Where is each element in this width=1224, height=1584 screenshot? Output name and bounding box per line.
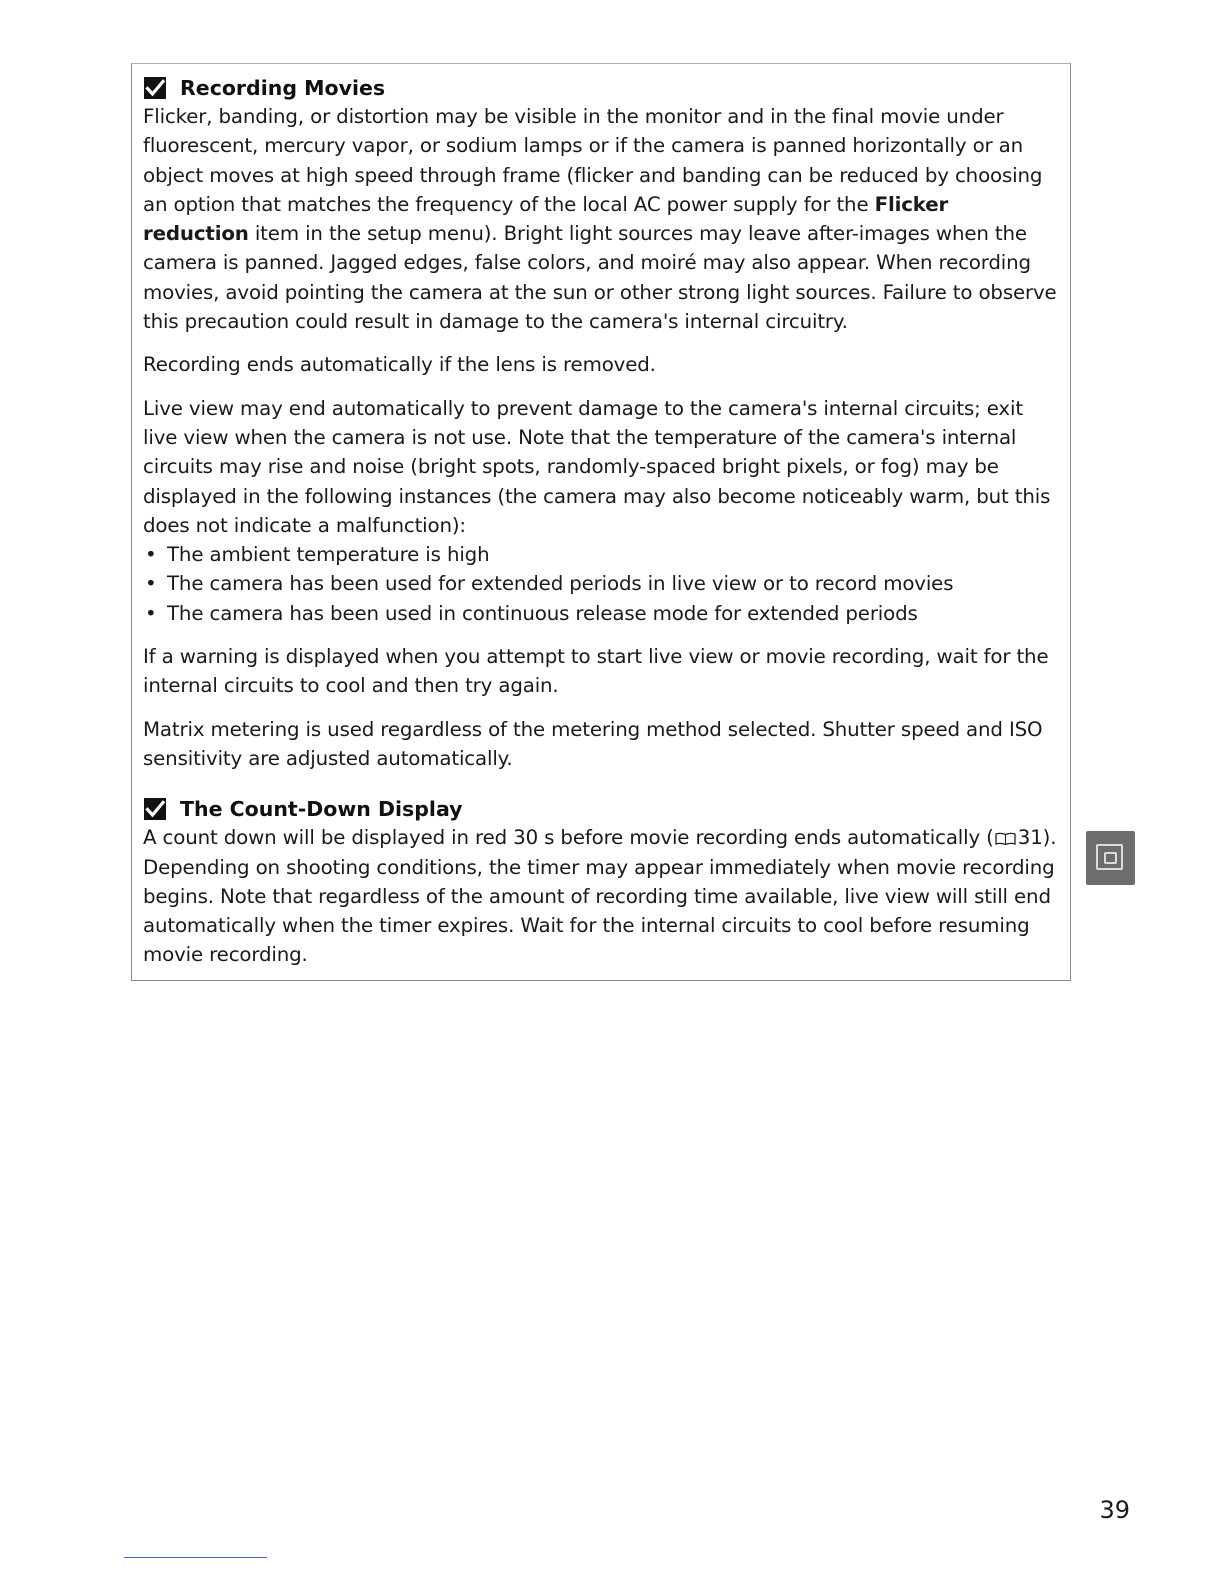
live-view-text: Live view may end automatically to prevent damage to the camera's internal circuits; exit live view when the camera is not use. Note that the temperature of the camera's internal circuits may rise and noise (bright spots, randomly-spaced bright pixels, or fog) may be displayed in the following instances (the camera may also become noticeably warm, but this does not indicate a malfunction): — [143, 396, 1051, 537]
page-reference-number: 31 — [1017, 826, 1043, 850]
flicker-paragraph — [143, 102, 1057, 336]
live-view-section-icon — [1096, 844, 1123, 870]
footer-rule — [124, 1557, 267, 1558]
book-page-reference-icon — [995, 832, 1016, 845]
matrix-metering-paragraph: Matrix metering is used regardless of the metering method selected. Shutter speed and ISO sensitivity are adjusted automatically. — [143, 717, 1043, 770]
count-down-text-before: A count down will be displayed in red 30 s before movie recording ends automatically ( — [143, 826, 994, 850]
warning-paragraph: If a warning is displayed when you attempt to start live view or movie recording, wait for the internal circuits to cool and then try again. — [143, 645, 1049, 698]
list-item: • The camera has been used for extended periods in live view or to record movies — [143, 569, 1057, 598]
flicker-reduction-term: Flicker reduction — [143, 192, 949, 246]
count-down-title: The Count-Down Display — [180, 797, 463, 822]
count-down-paragraph — [143, 823, 1057, 969]
flicker-text-after: item in the setup menu). Bright light sources may leave after-images when the camera is panned. Jagged edges, false colors, and moiré may also appear. When recording movies, avoid pointing the camera at the sun or other strong light sources. Failure to observe this precaution could result in damage to the camera's internal circuitry. — [143, 222, 1057, 334]
page-number: 39 — [1099, 1496, 1130, 1524]
conditions-list — [143, 540, 1057, 628]
live-view-paragraph — [143, 394, 1057, 628]
check-mark-note-icon — [143, 797, 167, 821]
list-item: • The ambient temperature is high — [143, 540, 1057, 569]
caution-note-content — [143, 74, 1057, 984]
lens-removed-paragraph: Recording ends automatically if the lens is removed. — [143, 353, 656, 377]
recording-movies-heading — [143, 74, 1057, 102]
count-down-heading — [143, 795, 1057, 823]
flicker-text-before: Flicker, banding, or distortion may be visible in the monitor and in the final movie under fluorescent, mercury vapor, or sodium lamps or if the camera is panned horizontally or an object moves at high speed through frame (flicker and banding can be reduced by choosing an option that matches the frequency of the local AC power supply for the — [143, 105, 1043, 216]
caution-note-box — [131, 63, 1071, 981]
list-item: • The camera has been used in continuous release mode for extended periods — [143, 599, 1057, 628]
recording-movies-title: Recording Movies — [180, 76, 386, 100]
live-view-section-tab — [1086, 831, 1135, 885]
check-mark-note-icon — [143, 76, 167, 100]
count-down-text-after: ). Depending on shooting conditions, the timer may appear immediately when movie recording begins. Note that regardless of the amount of recording time available, live view will still end automatically when the timer expires. Wait for the internal circuits to cool before resuming movie recording. — [143, 826, 1057, 967]
